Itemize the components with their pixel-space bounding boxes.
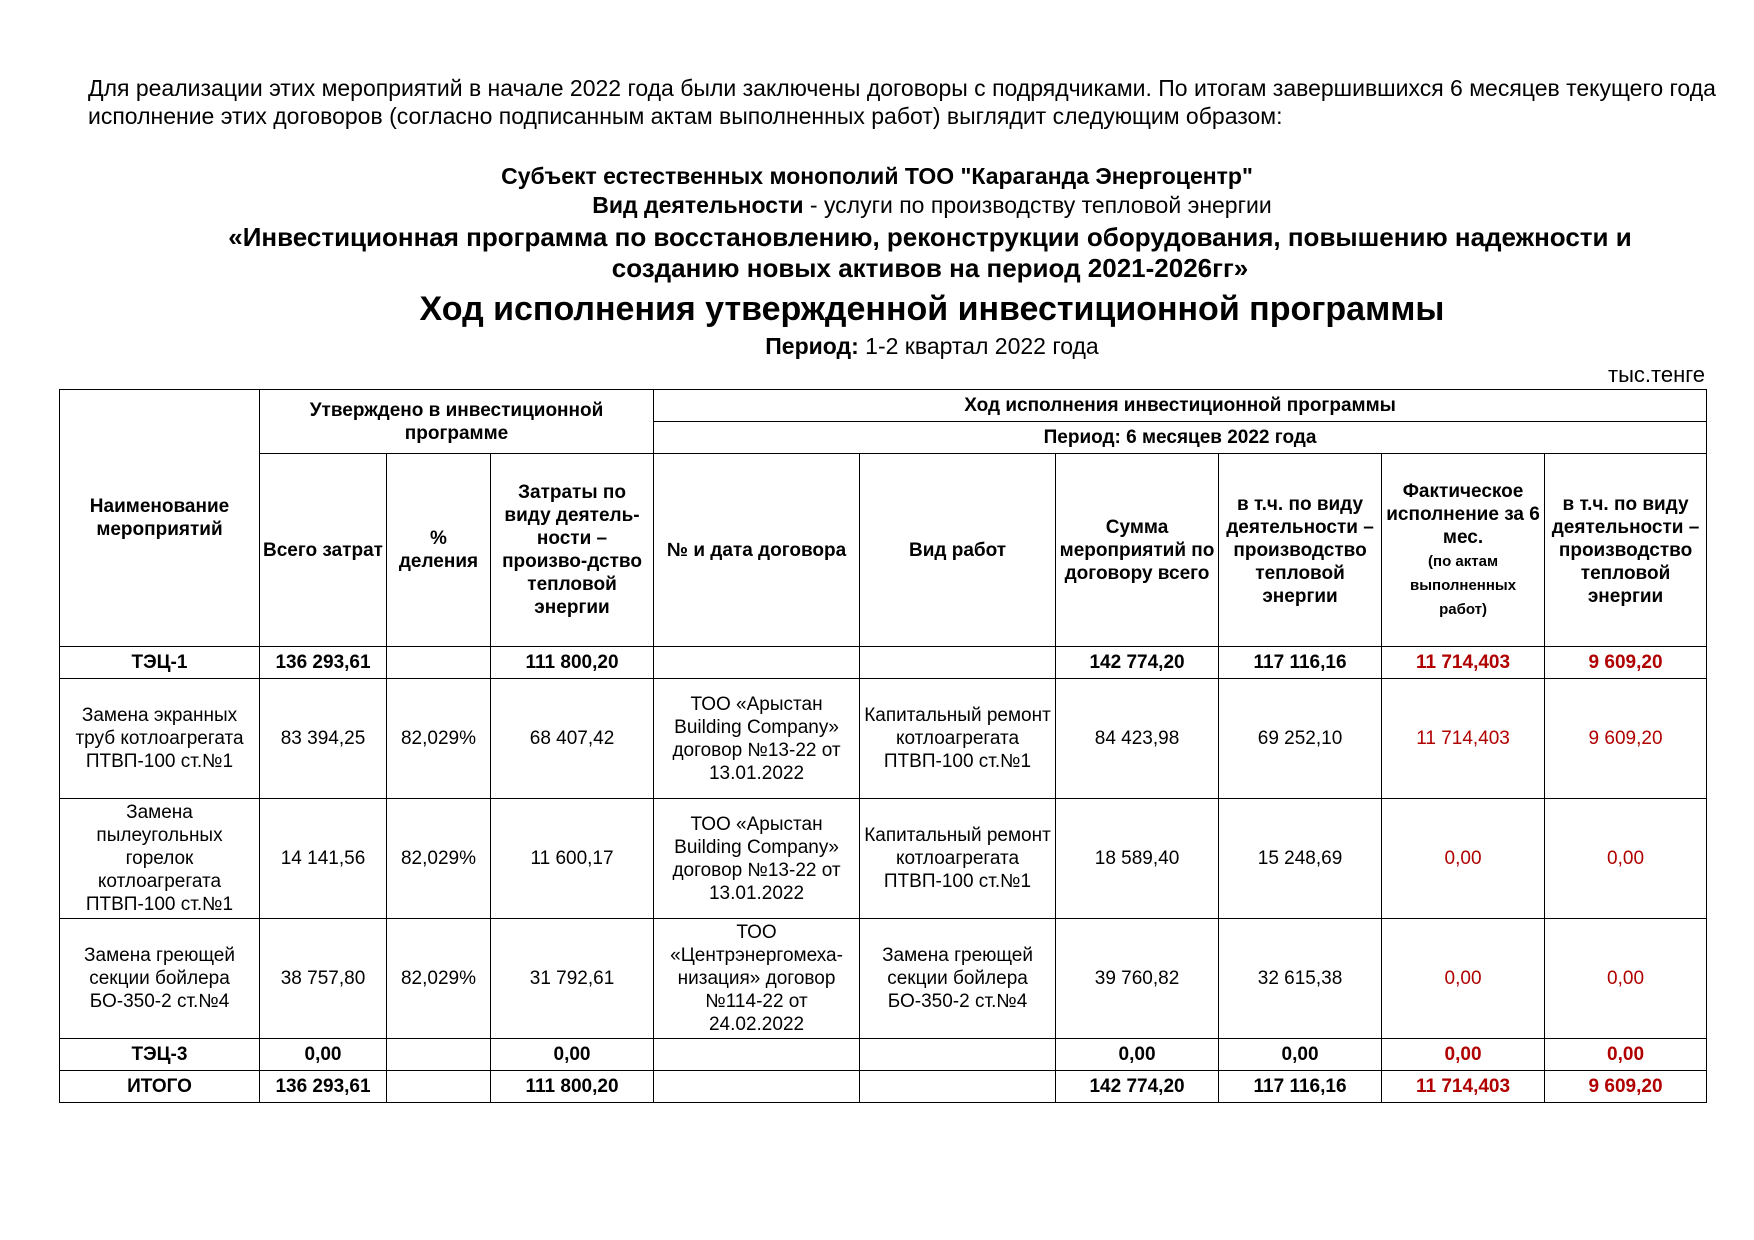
- col-header-contract-sum: Сумма мероприятий по договору всего: [1056, 454, 1219, 647]
- cell-cost-by-activity: 111 800,20: [491, 647, 654, 679]
- cell-contract-sum: 142 774,20: [1056, 1071, 1219, 1103]
- program-heading: «Инвестиционная программа по восстановлению, реконструкции оборудования, повышению надежности и созданию новых активов на период 2021-2026гг»: [228, 222, 1632, 283]
- header-row-3: [60, 454, 1707, 647]
- table-row: [60, 679, 1707, 799]
- col-header-total-cost: Всего затрат: [260, 454, 387, 647]
- cell-incl-activity: 32 615,38: [1219, 919, 1382, 1039]
- cell-cost-by-activity: 68 407,42: [491, 679, 654, 799]
- activity-heading: [0, 192, 1754, 219]
- cell-actual: 0,00: [1382, 919, 1545, 1039]
- activity-label: Вид деятельности: [592, 192, 804, 218]
- actual-note-label: (по актам выполненных работ): [1409, 552, 1517, 618]
- cell-actual-activity: 0,00: [1545, 919, 1707, 1039]
- cell-cost-by-activity: 11 600,17: [491, 799, 654, 919]
- subject-heading: Субъект естественных монополий ТОО "Караганда Энергоцентр": [501, 163, 1253, 189]
- cell-actual: 0,00: [1382, 799, 1545, 919]
- cell-actual-activity: 9 609,20: [1545, 679, 1707, 799]
- col-header-percent: % деления: [387, 454, 491, 647]
- cell-contract: [654, 647, 860, 679]
- period-value: 1-2 квартал 2022 года: [858, 333, 1099, 359]
- cell-actual-activity: 9 609,20: [1545, 647, 1707, 679]
- actual-main-label: Фактическое исполнение за 6 мес.: [1386, 480, 1540, 548]
- cell-contract-sum: 39 760,82: [1056, 919, 1219, 1039]
- cell-work-type: [860, 1039, 1056, 1071]
- cell-actual: 11 714,403: [1382, 679, 1545, 799]
- activity-value: - услуги по производству тепловой энергии: [803, 192, 1272, 218]
- cell-contract-sum: 84 423,98: [1056, 679, 1219, 799]
- cell-contract: [654, 1071, 860, 1103]
- cell-contract: [654, 1039, 860, 1071]
- cell-cost-by-activity: 111 800,20: [491, 1071, 654, 1103]
- investment-table: [59, 389, 1707, 1103]
- cell-name: Замена экранных труб котлоагрегата ПТВП-100 ст.№1: [60, 679, 260, 799]
- col-header-progress-group: Ход исполнения инвестиционной программы: [654, 390, 1707, 422]
- table-row: [60, 799, 1707, 919]
- cell-percent: 82,029%: [387, 679, 491, 799]
- cell-incl-activity: 69 252,10: [1219, 679, 1382, 799]
- col-header-incl-activity: в т.ч. по виду деятельности – производство тепловой энергии: [1219, 454, 1382, 647]
- col-header-contract: № и дата договора: [654, 454, 860, 647]
- col-header-progress-period: Период: 6 месяцев 2022 года: [654, 422, 1707, 454]
- cell-total-cost: 38 757,80: [260, 919, 387, 1039]
- cell-name: ТЭЦ-3: [60, 1039, 260, 1071]
- cell-total-cost: 83 394,25: [260, 679, 387, 799]
- table-row-tec1: [60, 647, 1707, 679]
- cell-work-type: Капитальный ремонт котлоагрегата ПТВП-100 ст.№1: [860, 679, 1056, 799]
- col-header-approved-group: Утверждено в инвестиционной программе: [260, 390, 654, 454]
- cell-incl-activity: 15 248,69: [1219, 799, 1382, 919]
- col-header-actual: [1382, 454, 1545, 647]
- cell-actual-activity: 0,00: [1545, 799, 1707, 919]
- cell-work-type: Замена греющей секции бойлера БО-350-2 ст.№4: [860, 919, 1056, 1039]
- cell-work-type: [860, 647, 1056, 679]
- cell-percent: [387, 1071, 491, 1103]
- cell-work-type: [860, 1071, 1056, 1103]
- cell-actual: 11 714,403: [1382, 647, 1545, 679]
- cell-actual: 0,00: [1382, 1039, 1545, 1071]
- cell-total-cost: 14 141,56: [260, 799, 387, 919]
- cell-cost-by-activity: 31 792,61: [491, 919, 654, 1039]
- cell-name: ТЭЦ-1: [60, 647, 260, 679]
- cell-contract: ТОО «Центрэнергомеха-низация» договор №114-22 от 24.02.2022: [654, 919, 860, 1039]
- cell-total-cost: 0,00: [260, 1039, 387, 1071]
- cell-contract: ТОО «Арыстан Building Company» договор №13-22 от 13.01.2022: [654, 799, 860, 919]
- cell-percent: [387, 647, 491, 679]
- cell-contract-sum: 18 589,40: [1056, 799, 1219, 919]
- cell-name: Замена пылеугольных горелок котлоагрегата ПТВП-100 ст.№1: [60, 799, 260, 919]
- units-label: тыс.тенге: [1608, 362, 1705, 387]
- cell-work-type: Капитальный ремонт котлоагрегата ПТВП-100 ст.№1: [860, 799, 1056, 919]
- cell-total-cost: 136 293,61: [260, 647, 387, 679]
- col-header-work-type: Вид работ: [860, 454, 1056, 647]
- table-row-total: [60, 1071, 1707, 1103]
- cell-incl-activity: 117 116,16: [1219, 1071, 1382, 1103]
- col-header-incl-activity-2: в т.ч. по виду деятельности – производство тепловой энергии: [1545, 454, 1707, 647]
- cell-total-cost: 136 293,61: [260, 1071, 387, 1103]
- cell-contract: ТОО «Арыстан Building Company» договор №13-22 от 13.01.2022: [654, 679, 860, 799]
- intro-paragraph: Для реализации этих мероприятий в начале 2022 года были заключены договоры с подрядчиками. По итогам завершившихся 6 месяцев текущего года исполнение этих договоров (согласно подписанным актам выполненных работ) выглядит следующим образом:: [88, 75, 1716, 129]
- col-header-name: Наименование мероприятий: [60, 390, 260, 647]
- cell-actual-activity: 0,00: [1545, 1039, 1707, 1071]
- table-row: [60, 919, 1707, 1039]
- page-title: Ход исполнения утвержденной инвестиционной программы: [419, 290, 1445, 328]
- col-header-cost-by-activity: Затраты по виду деятель-ности – произво-дство тепловой энергии: [491, 454, 654, 647]
- cell-incl-activity: 117 116,16: [1219, 647, 1382, 679]
- cell-percent: 82,029%: [387, 919, 491, 1039]
- cell-incl-activity: 0,00: [1219, 1039, 1382, 1071]
- table-row-tec3: [60, 1039, 1707, 1071]
- cell-name: Замена греющей секции бойлера БО-350-2 ст.№4: [60, 919, 260, 1039]
- cell-cost-by-activity: 0,00: [491, 1039, 654, 1071]
- period-label: Период:: [765, 333, 859, 359]
- cell-contract-sum: 142 774,20: [1056, 647, 1219, 679]
- cell-percent: [387, 1039, 491, 1071]
- cell-actual-activity: 9 609,20: [1545, 1071, 1707, 1103]
- header-row-1: [60, 390, 1707, 422]
- cell-contract-sum: 0,00: [1056, 1039, 1219, 1071]
- cell-name: ИТОГО: [60, 1071, 260, 1103]
- cell-percent: 82,029%: [387, 799, 491, 919]
- cell-actual: 11 714,403: [1382, 1071, 1545, 1103]
- period-heading: [0, 333, 1754, 360]
